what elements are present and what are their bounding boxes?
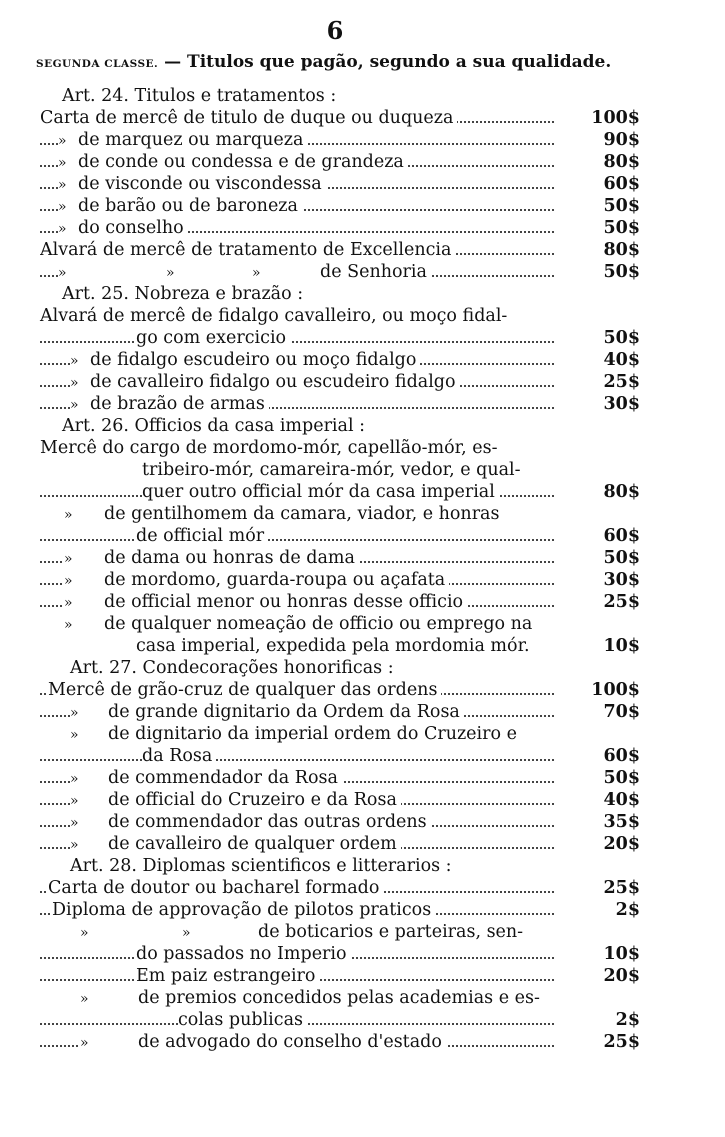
- fee-amount: 100$: [558, 107, 640, 129]
- fee-amount: 40$: [558, 789, 640, 811]
- fee-amount: 2$: [558, 1009, 640, 1031]
- table-row: » de brazão de armas 30$: [40, 393, 640, 415]
- section-title: Art. 24. Titulos e tratamentos :: [62, 86, 337, 106]
- table-row: Mercê de grão-cruz de qualquer das ordens 100$: [40, 679, 640, 701]
- table-row: » de grande dignitario da Ordem da Rosa 70$: [40, 701, 640, 723]
- fee-amount: 50$: [558, 327, 640, 349]
- table-row: » de cavalleiro fidalgo ou escudeiro fidalgo 25$: [40, 371, 640, 393]
- section-title: Art. 26. Officios da casa imperial :: [62, 416, 366, 436]
- fee-amount: 50$: [558, 547, 640, 569]
- table-row-line: » de gentilhomem da camara, viador, e honras: [64, 504, 500, 524]
- fee-amount: 50$: [558, 195, 640, 217]
- fee-amount: 25$: [558, 371, 640, 393]
- fee-amount: 35$: [558, 811, 640, 833]
- fee-amount: 60$: [558, 745, 640, 767]
- page-number: 6: [326, 16, 344, 45]
- header-title: — Titulos que pagão, segundo a sua qualidade.: [164, 52, 612, 72]
- table-row: » de official do Cruzeiro e da Rosa 40$: [40, 789, 640, 811]
- class-label: SEGUNDA CLASSE.: [36, 58, 159, 70]
- fee-amount: 80$: [558, 239, 640, 261]
- fee-table: [40, 85, 640, 1053]
- fee-amount: 25$: [558, 1031, 640, 1053]
- table-row: go com exercicio 50$: [40, 327, 640, 349]
- fee-amount: 80$: [558, 481, 640, 503]
- fee-amount: 10$: [558, 943, 640, 965]
- fee-amount: 50$: [558, 767, 640, 789]
- table-row: » de commendador das outras ordens 35$: [40, 811, 640, 833]
- table-row: casa imperial, expedida pela mordomia mór. 10$: [136, 636, 640, 656]
- fee-amount: 50$: [558, 261, 640, 283]
- fee-amount: 60$: [558, 525, 640, 547]
- fee-amount: 60$: [558, 173, 640, 195]
- fee-amount: 40$: [558, 349, 640, 371]
- table-row: » de commendador da Rosa 50$: [40, 767, 640, 789]
- table-row: Alvará de mercê de tratamento de Excellencia 80$: [40, 240, 640, 260]
- fee-amount: 30$: [558, 569, 640, 591]
- table-row: » de fidalgo escudeiro ou moço fidalgo 40$: [40, 349, 640, 371]
- fee-amount: 30$: [558, 393, 640, 415]
- fee-amount: 20$: [558, 965, 640, 987]
- table-row: » de mordomo, guarda-roupa ou açafata 30$: [40, 569, 640, 591]
- table-row-line: » de premios concedidos pelas academias e es-: [80, 988, 540, 1008]
- table-row: Diploma de approvação de pilotos praticos 2$: [40, 899, 640, 921]
- table-row: » de barão ou de baroneza 50$: [40, 195, 640, 217]
- table-row-line: tribeiro-mór, camareira-mór, vedor, e qual-: [142, 460, 521, 480]
- table-row-line: » » de boticarios e parteiras, sen-: [80, 922, 524, 942]
- table-row-line: » de qualquer nomeação de officio ou emprego na: [64, 614, 533, 634]
- table-row-line: Alvará de mercê de fidalgo cavalleiro, ou moço fidal-: [40, 306, 508, 326]
- table-row-line: Mercê do cargo de mordomo-mór, capellão-mór, es-: [40, 438, 498, 458]
- table-row: » do conselho 50$: [40, 217, 640, 239]
- table-row: » de conde ou condessa e de grandeza 80$: [40, 151, 640, 173]
- fee-amount: 90$: [558, 129, 640, 151]
- table-row: do passados no Imperio 10$: [40, 943, 640, 965]
- table-row: Em paiz estrangeiro 20$: [40, 965, 640, 987]
- table-row: » de official menor ou honras desse officio 25$: [40, 591, 640, 613]
- table-row: » de visconde ou viscondessa 60$: [40, 173, 640, 195]
- table-row: quer outro official mór da casa imperial 80$: [40, 481, 640, 503]
- table-row: » de cavalleiro de qualquer ordem 20$: [40, 833, 640, 855]
- table-row: » de advogado do conselho d'estado 25$: [40, 1031, 640, 1053]
- table-row: de official mór 60$: [40, 525, 640, 547]
- section-title: Art. 25. Nobreza e brazão :: [62, 284, 304, 304]
- section-title: Art. 28. Diplomas scientificos e litterarios :: [70, 856, 452, 876]
- table-row: Carta de doutor ou bacharel formado 25$: [40, 877, 640, 899]
- section-title: Art. 27. Condecorações honorificas :: [70, 658, 394, 678]
- fee-amount: 70$: [558, 701, 640, 723]
- table-row-line: » de dignitario da imperial ordem do Cruzeiro e: [70, 724, 517, 744]
- page-header: [36, 52, 636, 72]
- table-row: » de dama ou honras de dama 50$: [40, 547, 640, 569]
- fee-amount: 20$: [558, 833, 640, 855]
- fee-amount: 10$: [558, 635, 640, 657]
- fee-amount: 50$: [558, 217, 640, 239]
- table-row: colas publicas 2$: [40, 1009, 640, 1031]
- table-row: » de marquez ou marqueza 90$: [40, 129, 640, 151]
- fee-amount: 25$: [558, 877, 640, 899]
- table-row: » » » de Senhoria 50$: [40, 261, 640, 283]
- fee-amount: 25$: [558, 591, 640, 613]
- table-row: Carta de mercê de titulo de duque ou duqueza 100$: [40, 108, 640, 128]
- table-row: da Rosa 60$: [40, 745, 640, 767]
- fee-amount: 80$: [558, 151, 640, 173]
- fee-amount: 100$: [558, 679, 640, 701]
- fee-amount: 2$: [558, 899, 640, 921]
